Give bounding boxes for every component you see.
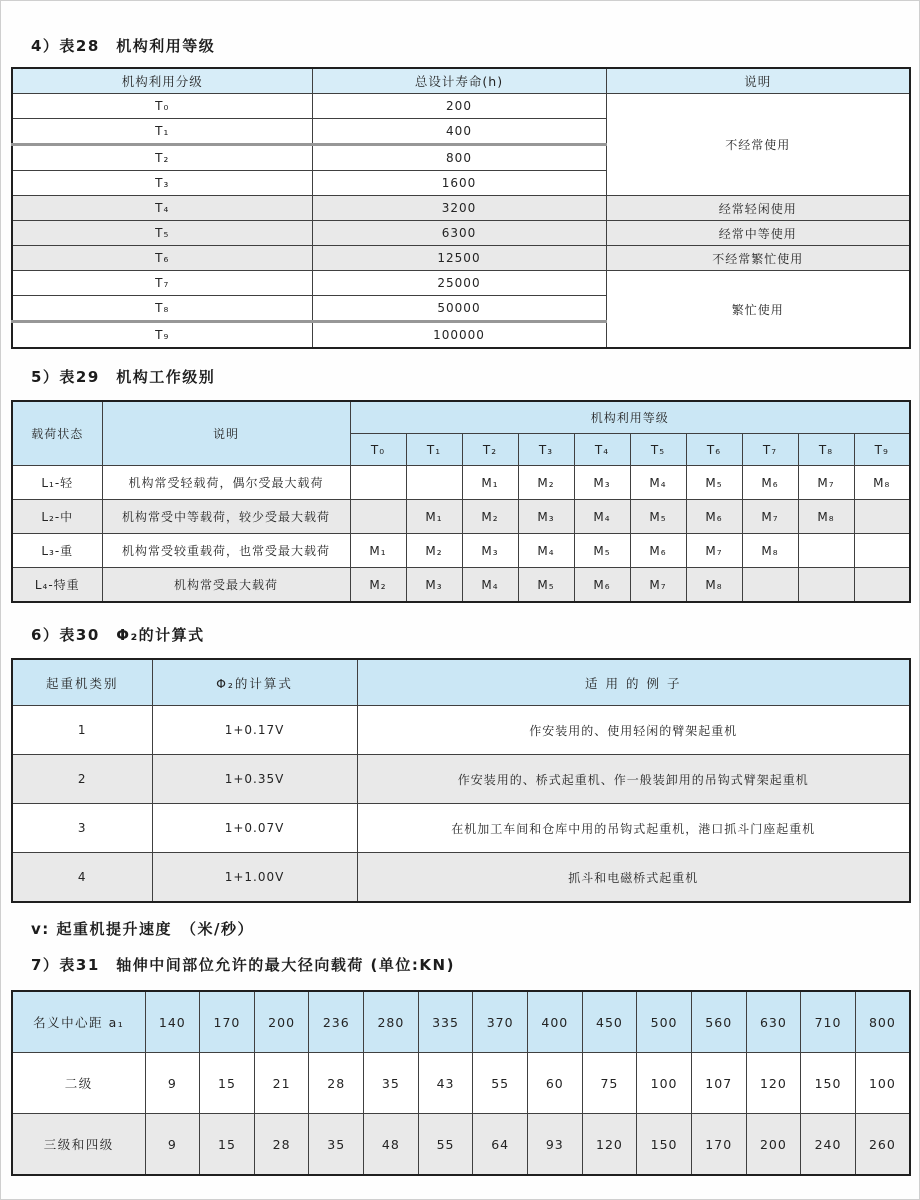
- t29-m-class-cell: [798, 568, 854, 603]
- table-29-mechanism-working-class: [11, 400, 911, 603]
- t29-m-class-cell: M₆: [574, 568, 630, 603]
- t31-center-distance-cell: 170: [200, 991, 255, 1053]
- t28-row: [12, 221, 910, 246]
- t30-example-cell: 在机加工车间和仓库中用的吊钩式起重机，港口抓斗门座起重机: [357, 804, 910, 853]
- t28-grade-cell: T₇: [12, 271, 312, 296]
- t29-m-class-cell: M₅: [686, 466, 742, 500]
- section-title-table29: 5）表29 机构工作级别: [31, 368, 216, 386]
- table-30-header: [12, 659, 910, 706]
- t31-center-distance-cell: 140: [145, 991, 200, 1053]
- t31-center-distance-cell: 800: [855, 991, 910, 1053]
- t30-crane-class-cell: 4: [12, 853, 152, 903]
- t31-load-value-cell: 60: [527, 1053, 582, 1114]
- t29-m-class-cell: M₄: [574, 500, 630, 534]
- t29-m-class-cell: M₆: [742, 466, 798, 500]
- t31-load-value-cell: 150: [801, 1053, 856, 1114]
- table-29-body: [12, 466, 910, 603]
- t29-t-level-header: T₄: [574, 434, 630, 466]
- t29-m-class-cell: M₃: [462, 534, 518, 568]
- t31-load-value-cell: 55: [473, 1053, 528, 1114]
- t28-row: [12, 94, 910, 119]
- table-30-body: [12, 706, 910, 903]
- t31-center-distance-cell: 710: [801, 991, 856, 1053]
- t29-m-class-cell: M₆: [686, 500, 742, 534]
- t31-center-distance-cell: 500: [637, 991, 692, 1053]
- t28-grade-cell: T₈: [12, 296, 312, 322]
- t31-load-value-cell: 107: [691, 1053, 746, 1114]
- t29-m-class-cell: M₆: [630, 534, 686, 568]
- t28-col-life: 总设计寿命(h): [312, 68, 606, 94]
- table-29-header: [12, 401, 910, 466]
- t28-life-cell: 12500: [312, 246, 606, 271]
- t30-formula-cell: 1+0.07V: [152, 804, 357, 853]
- t28-grade-cell: T₉: [12, 322, 312, 349]
- t30-formula-cell: 1+0.35V: [152, 755, 357, 804]
- t29-row: [12, 500, 910, 534]
- t29-description-cell: 机构常受最大载荷: [102, 568, 350, 603]
- t29-m-class-cell: M₁: [350, 534, 406, 568]
- t30-example-cell: 作安装用的、使用轻闲的臂架起重机: [357, 706, 910, 755]
- t28-grade-cell: T₁: [12, 119, 312, 145]
- t30-formula-cell: 1+0.17V: [152, 706, 357, 755]
- t28-row: [12, 196, 910, 221]
- t29-m-class-cell: M₃: [406, 568, 462, 603]
- t29-m-class-cell: [798, 534, 854, 568]
- t29-m-class-cell: [854, 500, 910, 534]
- t31-load-value-cell: 28: [309, 1053, 364, 1114]
- t29-m-class-cell: M₇: [798, 466, 854, 500]
- t29-m-class-cell: M₄: [462, 568, 518, 603]
- section-title-table30: 6）表30 Φ₂的计算式: [31, 626, 205, 644]
- t31-center-distance-cell: 450: [582, 991, 637, 1053]
- section-title-table28: 4）表28 机构利用等级: [31, 37, 216, 55]
- t28-life-cell: 6300: [312, 221, 606, 246]
- t29-t-level-header: T₈: [798, 434, 854, 466]
- t29-m-class-cell: M₈: [798, 500, 854, 534]
- t29-row: [12, 534, 910, 568]
- t29-m-class-cell: [742, 568, 798, 603]
- t28-life-cell: 100000: [312, 322, 606, 349]
- t29-m-class-cell: [406, 466, 462, 500]
- t28-life-cell: 800: [312, 145, 606, 171]
- t31-load-value-cell: 15: [200, 1053, 255, 1114]
- t29-col-load-state: 载荷状态: [12, 401, 102, 466]
- t30-row: [12, 755, 910, 804]
- t28-life-cell: 25000: [312, 271, 606, 296]
- t29-t-level-header: T₀: [350, 434, 406, 466]
- t28-grade-cell: T₀: [12, 94, 312, 119]
- t28-remark-cell: 不经常繁忙使用: [606, 246, 910, 271]
- t29-m-class-cell: M₅: [574, 534, 630, 568]
- t29-t-level-header: T₂: [462, 434, 518, 466]
- t28-grade-cell: T₆: [12, 246, 312, 271]
- section-title-table31: 7）表31 轴伸中间部位允许的最大径向载荷 (单位:KN): [31, 956, 455, 974]
- t28-col-grade: 机构利用分级: [12, 68, 312, 94]
- t28-grade-cell: T₂: [12, 145, 312, 171]
- t31-load-value-cell: 43: [418, 1053, 473, 1114]
- t30-example-cell: 抓斗和电磁桥式起重机: [357, 853, 910, 903]
- t29-description-cell: 机构常受中等载荷，较少受最大载荷: [102, 500, 350, 534]
- t29-description-cell: 机构常受较重载荷，也常受最大载荷: [102, 534, 350, 568]
- t31-center-distance-cell: 200: [254, 991, 309, 1053]
- t30-formula-cell: 1+1.00V: [152, 853, 357, 903]
- t29-m-class-cell: [854, 534, 910, 568]
- t29-t-level-header: T₅: [630, 434, 686, 466]
- t31-load-value-cell: 93: [527, 1114, 582, 1176]
- t28-remark-cell: 经常轻闲使用: [606, 196, 910, 221]
- t31-load-value-cell: 150: [637, 1114, 692, 1176]
- t29-m-class-cell: M₁: [462, 466, 518, 500]
- t30-example-cell: 作安装用的、桥式起重机、作一般装卸用的吊钩式臂架起重机: [357, 755, 910, 804]
- t28-remark-cell: 经常中等使用: [606, 221, 910, 246]
- t29-load-state-cell: L₂-中: [12, 500, 102, 534]
- t31-header-row: [12, 991, 910, 1053]
- t29-t-level-header: T₇: [742, 434, 798, 466]
- t29-m-class-cell: M₃: [518, 500, 574, 534]
- t30-col-examples: 适 用 的 例 子: [357, 659, 910, 706]
- t30-row: [12, 853, 910, 903]
- table-28-mechanism-utilization: [11, 67, 911, 349]
- t31-load-value-cell: 100: [637, 1053, 692, 1114]
- t31-row: [12, 1114, 910, 1176]
- t31-center-distance-cell: 400: [527, 991, 582, 1053]
- t31-center-distance-cell: 280: [364, 991, 419, 1053]
- t30-col-formula: Φ₂的计算式: [152, 659, 357, 706]
- t29-m-class-cell: M₇: [742, 500, 798, 534]
- t29-m-class-cell: M₅: [518, 568, 574, 603]
- t29-m-class-cell: M₈: [686, 568, 742, 603]
- table-28-header: [12, 68, 910, 94]
- t28-life-cell: 400: [312, 119, 606, 145]
- t29-m-class-cell: M₂: [462, 500, 518, 534]
- t29-load-state-cell: L₃-重: [12, 534, 102, 568]
- t28-life-cell: 200: [312, 94, 606, 119]
- t29-m-class-cell: M₅: [630, 500, 686, 534]
- t29-m-class-cell: M₇: [630, 568, 686, 603]
- t31-load-value-cell: 170: [691, 1114, 746, 1176]
- t29-description-cell: 机构常受轻载荷，偶尔受最大载荷: [102, 466, 350, 500]
- t29-group-header: 机构利用等级: [350, 401, 910, 434]
- t28-life-cell: 3200: [312, 196, 606, 221]
- t28-grade-cell: T₄: [12, 196, 312, 221]
- t29-m-class-cell: M₂: [406, 534, 462, 568]
- table-31-body: [12, 991, 910, 1175]
- t31-load-value-cell: 21: [254, 1053, 309, 1114]
- t31-center-distance-header: 名义中心距 a₁: [12, 991, 145, 1053]
- t28-remark-cell: 不经常使用: [606, 94, 910, 196]
- t31-center-distance-cell: 560: [691, 991, 746, 1053]
- t28-grade-cell: T₃: [12, 171, 312, 196]
- t29-t-level-header: T₃: [518, 434, 574, 466]
- t29-t-level-header: T₆: [686, 434, 742, 466]
- t30-crane-class-cell: 1: [12, 706, 152, 755]
- t31-load-value-cell: 120: [746, 1053, 801, 1114]
- t31-load-value-cell: 200: [746, 1114, 801, 1176]
- t29-load-state-cell: L₁-轻: [12, 466, 102, 500]
- t30-crane-class-cell: 2: [12, 755, 152, 804]
- t31-load-value-cell: 28: [254, 1114, 309, 1176]
- t29-m-class-cell: [350, 466, 406, 500]
- t28-row: [12, 271, 910, 296]
- t29-m-class-cell: M₈: [854, 466, 910, 500]
- t31-load-value-cell: 64: [473, 1114, 528, 1176]
- t31-load-value-cell: 48: [364, 1114, 419, 1176]
- t31-load-value-cell: 55: [418, 1114, 473, 1176]
- t28-row: [12, 246, 910, 271]
- t29-m-class-cell: M₄: [630, 466, 686, 500]
- t29-row: [12, 466, 910, 500]
- t31-load-value-cell: 9: [145, 1114, 200, 1176]
- t31-center-distance-cell: 236: [309, 991, 364, 1053]
- t31-load-value-cell: 35: [309, 1114, 364, 1176]
- t29-m-class-cell: M₂: [518, 466, 574, 500]
- t31-center-distance-cell: 335: [418, 991, 473, 1053]
- table-31-max-radial-load: [11, 990, 911, 1176]
- t31-load-value-cell: 120: [582, 1114, 637, 1176]
- t29-m-class-cell: M₃: [574, 466, 630, 500]
- t29-m-class-cell: M₇: [686, 534, 742, 568]
- t31-stage-label: 二级: [12, 1053, 145, 1114]
- t31-center-distance-cell: 630: [746, 991, 801, 1053]
- t29-m-class-cell: M₈: [742, 534, 798, 568]
- t30-row: [12, 804, 910, 853]
- note-hoisting-speed: v: 起重机提升速度 （米/秒）: [31, 920, 254, 938]
- t31-load-value-cell: 15: [200, 1114, 255, 1176]
- t28-life-cell: 1600: [312, 171, 606, 196]
- t29-t-level-header: T₁: [406, 434, 462, 466]
- t28-remark-cell: 繁忙使用: [606, 271, 910, 349]
- t31-center-distance-cell: 370: [473, 991, 528, 1053]
- t29-m-class-cell: M₁: [406, 500, 462, 534]
- t31-load-value-cell: 100: [855, 1053, 910, 1114]
- t29-m-class-cell: [350, 500, 406, 534]
- t29-t-level-header: T₉: [854, 434, 910, 466]
- t29-m-class-cell: M₄: [518, 534, 574, 568]
- t29-row: [12, 568, 910, 603]
- t31-load-value-cell: 240: [801, 1114, 856, 1176]
- t29-load-state-cell: L₄-特重: [12, 568, 102, 603]
- t28-col-remark: 说明: [606, 68, 910, 94]
- t30-crane-class-cell: 3: [12, 804, 152, 853]
- table-30-phi2-formulas: [11, 658, 911, 903]
- t31-stage-label: 三级和四级: [12, 1114, 145, 1176]
- t28-grade-cell: T₅: [12, 221, 312, 246]
- t30-row: [12, 706, 910, 755]
- t31-row: [12, 1053, 910, 1114]
- t29-m-class-cell: [854, 568, 910, 603]
- t31-load-value-cell: 260: [855, 1114, 910, 1176]
- t29-col-description: 说明: [102, 401, 350, 466]
- t31-load-value-cell: 9: [145, 1053, 200, 1114]
- t30-col-crane-class: 起重机类别: [12, 659, 152, 706]
- t29-m-class-cell: M₂: [350, 568, 406, 603]
- table-28-body: [12, 94, 910, 349]
- t28-life-cell: 50000: [312, 296, 606, 322]
- t31-load-value-cell: 35: [364, 1053, 419, 1114]
- t31-load-value-cell: 75: [582, 1053, 637, 1114]
